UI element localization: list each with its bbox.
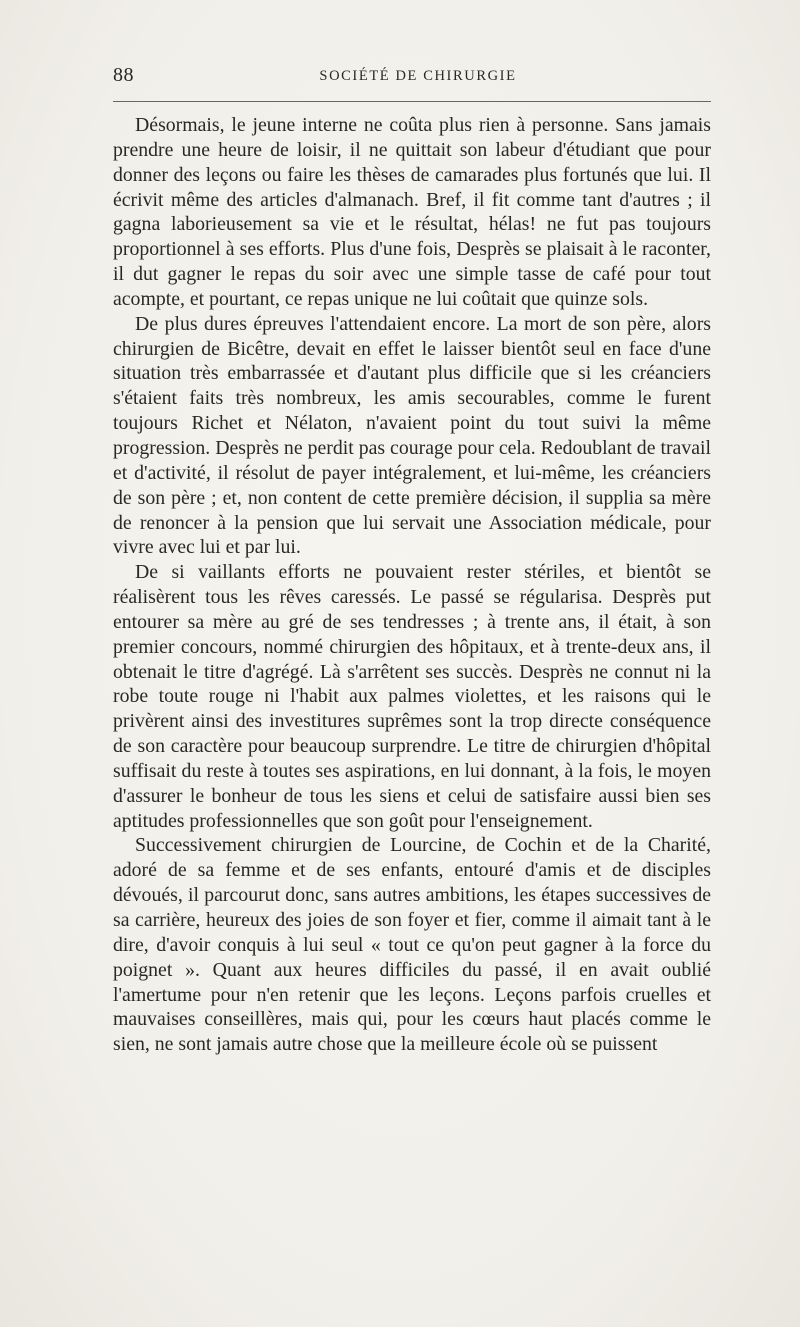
paragraph: De plus dures épreuves l'attendaient encore. La mort de son père, alors chirurgien de Bicêtre, devait en effet le laisser bientôt seul en face d'une situation très embarrassée et d'autant plus difficile que si les créanciers s'étaient faits très nombreux, les amis secourables, comme le furent toujours Richet et Nélaton, n'avaient point du tout suivi la même progression. Desprès ne perdit pas courage pour cela. Redoublant de travail et d'activité, il résolut de payer intégralement, et lui-même, les créanciers de son père ; et, non content de cette première décision, il supplia sa mère de renoncer à la pension que lui servait une Association médicale, pour vivre avec lui et par lui. (113, 312, 711, 559)
page-number: 88 (113, 64, 134, 86)
paragraph: De si vaillants efforts ne pouvaient rester stériles, et bientôt se réalisèrent tous les rêves caressés. Le passé se régularisa. Desprès put entourer sa mère au gré de ses tendresses ; à trente ans, il était, à son premier concours, nommé chirurgien des hôpitaux, et à trente-deux ans, il obtenait le titre d'agrégé. Là s'arrêtent ses succès. Desprès ne connut ni la robe toute rouge ni l'habit aux palmes violettes, et les raisons qui le privèrent ainsi des investitures suprêmes sont la trop directe conséquence de son caractère pour beaucoup surprendre. Le titre de chirurgien d'hôpital suffisait du reste à toutes ses aspirations, en lui donnant, à la fois, le moyen d'assurer le bonheur de tous les siens et celui de satisfaire aussi bien ses aptitudes professionnelles que son goût pour l'enseignement. (113, 561, 711, 832)
header-rule (113, 101, 711, 102)
paragraph: Successivement chirurgien de Lourcine, de Cochin et de la Charité, adoré de sa femme et de ses enfants, entouré d'amis et de disciples dévoués, il parcourut donc, sans autres ambitions, les étapes successives de sa carrière, heureux des joies de son foyer et fier, comme il aimait tant à le dire, d'avoir conquis à lui seul « tout ce qu'on peut gagner à la force du poignet ». Quant aux heures difficiles du passé, il en avait oublié l'amertume pour n'en retenir que les leçons. Leçons parfois cruelles et mauvaises conseillères, mais qui, pour les cœurs haut placés comme le sien, ne sont jamais autre chose que la meilleure école où se puissent (113, 834, 711, 1056)
running-head: SOCIÉTÉ DE CHIRURGIE (319, 68, 517, 84)
paragraph: Désormais, le jeune interne ne coûta plus rien à personne. Sans jamais prendre une heure de loisir, il ne quittait son labeur d'étudiant que pour donner des leçons ou faire les thèses de camarades plus fortunés que lui. Il écrivit même des articles d'almanach. Bref, il fit comme tant d'autres ; il gagna laborieusement sa vie et le résultat, hélas! ne fut pas toujours proportionnel à ses efforts. Plus d'une fois, Desprès se plaisait à le raconter, il dut gagner le repas du soir avec une simple tasse de café pour tout acompte, et pourtant, ce repas unique ne lui coûtait que quinze sols. (113, 114, 711, 310)
page-header (113, 63, 711, 87)
body-text (113, 113, 711, 1057)
